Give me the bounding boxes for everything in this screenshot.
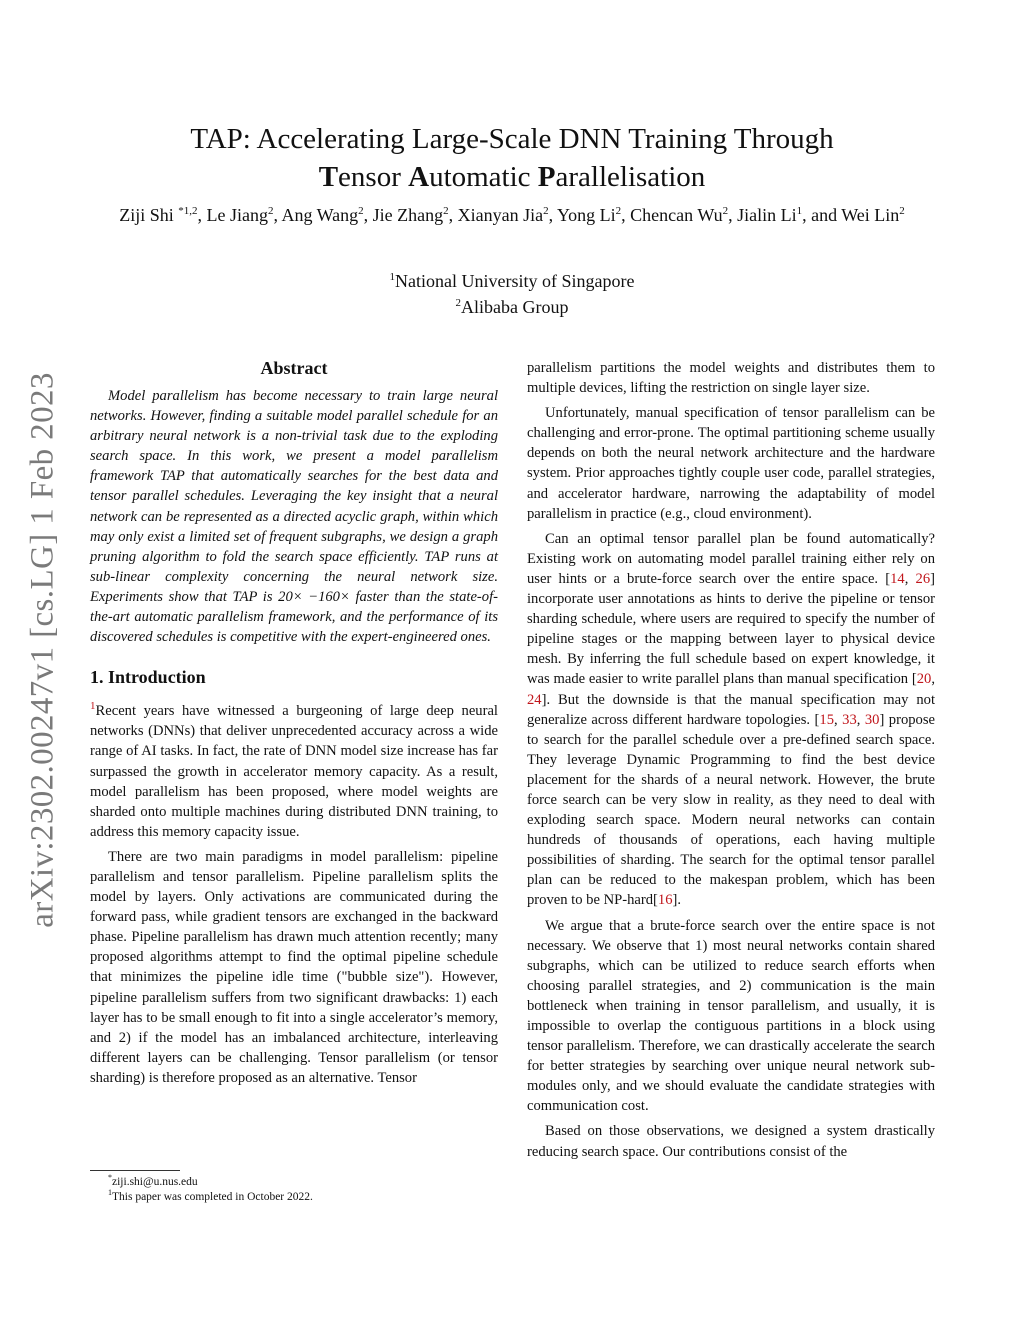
- footnote-rule: [90, 1170, 180, 1171]
- arxiv-id-text: arXiv:2302.00247v1 [cs.LG] 1 Feb 2023: [24, 372, 61, 928]
- footnote: $^1$This paper was completed in October 2022.: [108, 1188, 313, 1203]
- footnote-marker[interactable]: 1: [90, 700, 96, 713]
- abstract-heading: Abstract: [260, 358, 328, 378]
- author: , Chencan Wu$^2$: [621, 205, 729, 225]
- affiliation: $^2$Alibaba Group: [455, 297, 569, 317]
- arxiv-identifier: [24, 370, 62, 930]
- body-paragraph: Can an optimal tensor parallel plan be found automatically? Existing work on automating model parallel training either rely on user hints or a brute-force search over the entire space. [14, 26] incorporate user annotations as hints to derive the pipeline or tensor sharding schedule, where users are required to specify the number of pipeline stages or the mapping between layer to physical device mesh. By inferring the full schedule based on expert knowledge, it was made easier to write parallel plans than manual specification [20, 24]. But the downside is that the manual specification may not generalize across different hardware topologies. [15, 33, 30] propose to search for the parallel schedule over a pre-defined search space. They leverage Dynamic Programming to find the best device placement for the shards of a neural network. However, the brute force search can be very slow in reality, as they need to deal with exploding search space. Modern neural networks can contain hundreds of thousands of operations, each having multiple possibilities of sharding. The search for the optimal tensor parallel plan can be reduced to the makespan problem, which has been proven to be NP-hard[16].: [527, 530, 936, 909]
- affiliation: $^1$National University of Singapore: [389, 271, 635, 291]
- title-line-2: Tensor Automatic Parallelisation: [318, 161, 706, 193]
- title-line-1: TAP: Accelerating Large-Scale DNN Training Through: [190, 123, 834, 155]
- right-column: [527, 358, 935, 1162]
- citation-link[interactable]: 15: [819, 711, 834, 728]
- body-paragraph: We argue that a brute-force search over the entire space is not necessary. We observe that 1) most neural networks contain shared subgraphs, which can be utilized to reduce search efforts when choosing parallel strategies, and 2) communication is the main bottleneck when training in tensor parallelism, and usually, it is impossible to overlap the contiguous partitions in a block using tensor parallelism. Therefore, we can drastically accelerate the search for better strategies by searching over unique neural network sub-modules only, and we should evaluate the candidate strategies with communication cost.: [527, 917, 935, 1115]
- citation-link[interactable]: 33: [842, 711, 857, 728]
- author: Ziji Shi $^{*1,2}$: [119, 205, 198, 225]
- paper-title: [80, 120, 944, 196]
- author: , and Wei Lin$^2$: [802, 205, 905, 225]
- author: , Ang Wang$^2$: [273, 205, 364, 225]
- citation-link[interactable]: 20: [916, 671, 932, 688]
- intro-paragraph: There are two main paradigms in model parallelism: pipeline parallelism and tensor parallelism. Pipeline parallelism splits the model by layers. Only activations are communicated during the forward pass, while gradient tensors are exchanged in the backward phase. Pipeline parallelism has drawn much attention recently; many proposed algorithms attempt to find the optimal pipeline schedule that minimizes the pipeline idle time ("bubble size"). However, pipeline parallelism suffers from two significant drawbacks: 1) each layer has to be small enough to fit into a single accelerator’s memory, and 2) if the model has an imbalanced architecture, interleaving different layers can be challenging. Tensor parallelism (or tensor sharding) is therefore proposed as an alternative. Tensor: [90, 848, 498, 1086]
- author: , Le Jiang$^2$: [197, 205, 274, 225]
- footnotes: [90, 1170, 498, 1205]
- abstract-text: Model parallelism has become necessary to train large neural networks. However, finding a suitable model parallel schedule for an arbitrary neural network is a non-trivial task due to the exploding search space. In this work, we present a model parallelism framework TAP that automatically searches for the best data and tensor parallel schedules. Leveraging the key insight that a neural network can be represented as a directed acyclic graph, within which may only exist a limited set of frequent subgraphs, we design a graph pruning algorithm to fold the search space efficiently. TAP runs at sub-linear complexity concerning the neural network size. Experiments show that TAP is 20× −160× faster than the state-of-the-art automatic parallelism framework, and the performance of its discovered schedules is competitive with the expert-engineered ones.: [90, 388, 498, 646]
- citation-link[interactable]: 30: [864, 711, 880, 728]
- body-paragraph: parallelism partitions the model weights and distributes them to multiple devices, lifting the restriction on single layer size.: [527, 360, 935, 397]
- author: , Xianyan Jia$^2$: [448, 205, 549, 225]
- footnote: *ziji.shi@u.nus.edu: [108, 1173, 198, 1188]
- body-paragraph: Unfortunately, manual specification of tensor parallelism can be challenging and error-prone. The optimal partitioning scheme usually depends on both the neural network architecture and the hardware system. Prior approaches tightly couple user code, parallel strategies, and accelerator hardware, narrowing the adaptability of model parallelism in practice (e.g., cloud environment).: [527, 405, 935, 522]
- citation-link[interactable]: 24: [527, 691, 542, 708]
- author: , Jialin Li$^1$: [728, 205, 803, 225]
- citation-link[interactable]: 26: [915, 570, 931, 587]
- citation-link[interactable]: 16: [657, 892, 673, 909]
- section-heading-introduction: 1. Introduction: [90, 667, 206, 688]
- author: , Jie Zhang$^2$: [363, 205, 449, 225]
- intro-paragraph: $^1$Recent years have witnessed a burgeoning of large deep neural networks (DNNs) that deliver unprecedented accuracy across a wide range of AI tasks. In fact, the rate of DNN model size increase has far surpassed the growth in accelerator memory capacity. As a result, model parallelism has been proposed, where model weights are sharded onto multiple machines during distributed DNN training, to address this memory capacity issue.: [90, 700, 498, 840]
- author-list: [80, 202, 944, 228]
- body-paragraph: Based on those observations, we designed a system drastically reducing search space. Our contributions consist of the: [527, 1123, 935, 1160]
- citation-link[interactable]: 14: [890, 570, 905, 587]
- author: , Yong Li$^2$: [548, 205, 622, 225]
- affiliations: [80, 268, 944, 320]
- left-column: [90, 356, 498, 1088]
